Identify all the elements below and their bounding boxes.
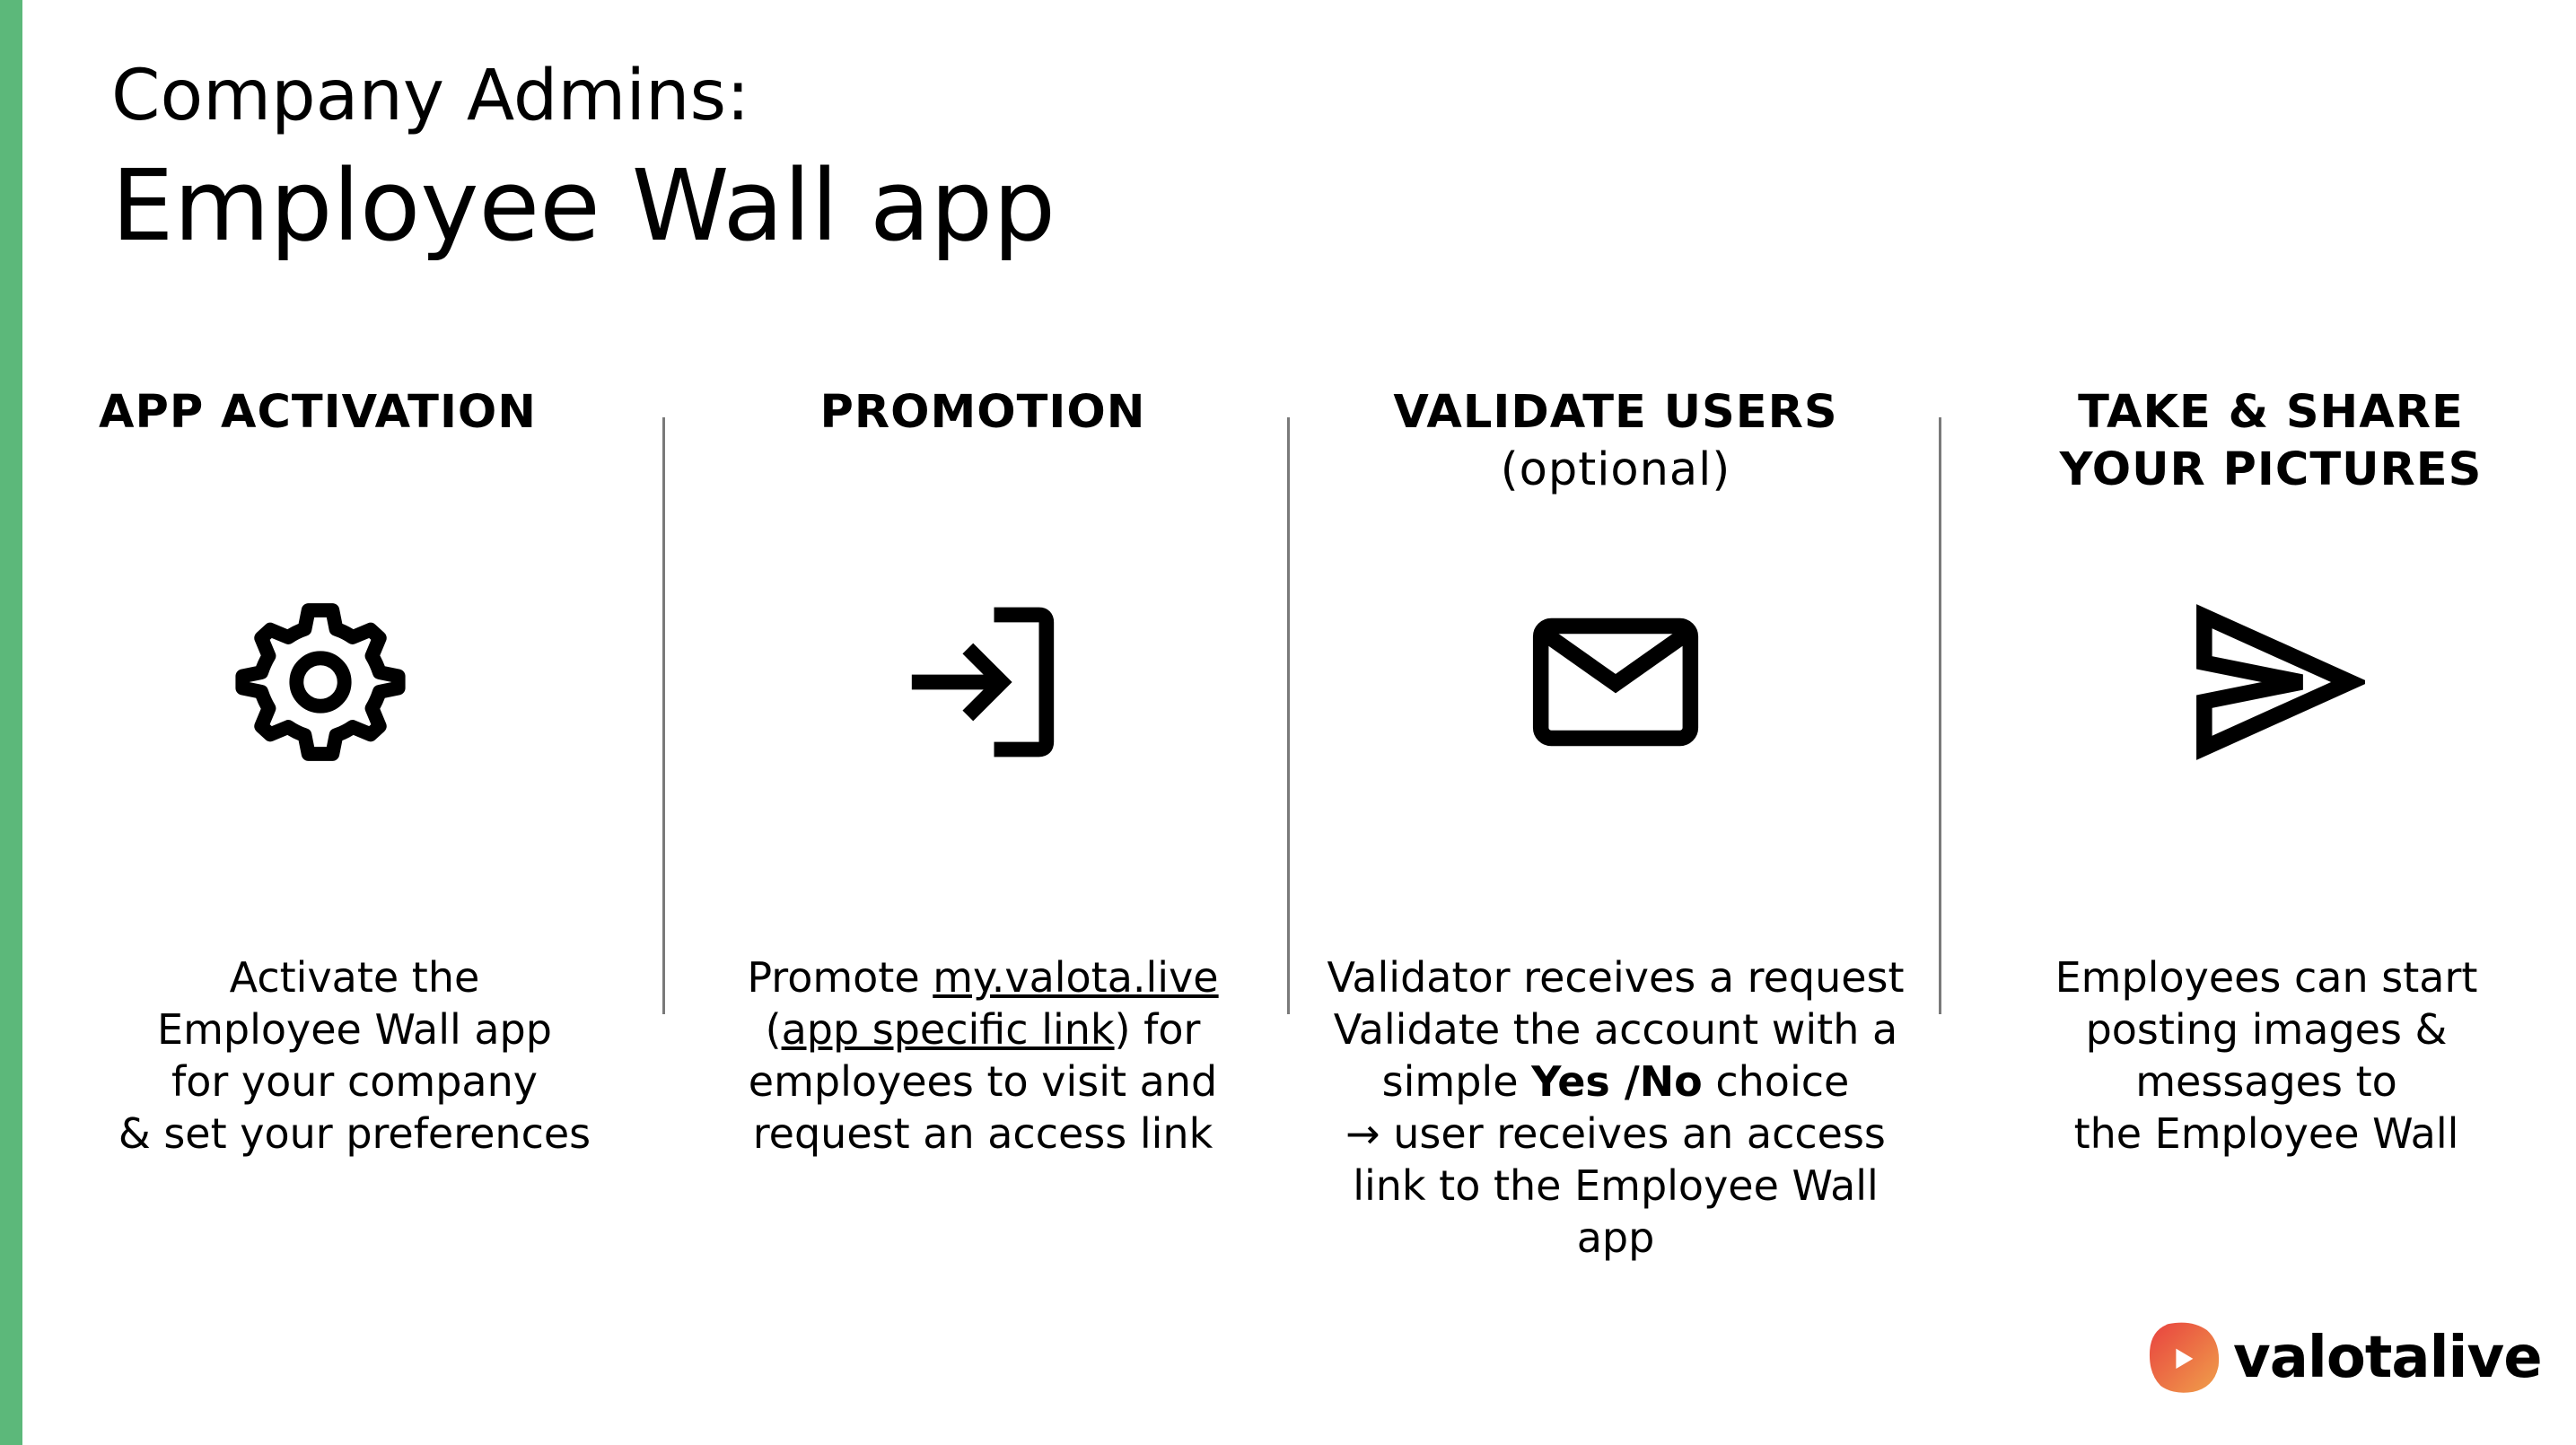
desc-line: employees to visit and bbox=[748, 1057, 1218, 1106]
column-heading bbox=[1310, 384, 1921, 499]
desc-text: Promote bbox=[747, 953, 933, 1002]
desc-line: messages to bbox=[2135, 1057, 2397, 1106]
page-subtitle: Company Admins: bbox=[111, 56, 750, 136]
desc-text: simple bbox=[1381, 1057, 1532, 1106]
column-take-share bbox=[1957, 0, 2576, 1445]
promote-link[interactable]: my.valota.live bbox=[933, 953, 1219, 1002]
desc-line: Validator receives a request bbox=[1327, 953, 1905, 1002]
mail-icon-svg bbox=[1526, 592, 1705, 772]
desc-line: the Employee Wall bbox=[2073, 1109, 2459, 1158]
column-validate-users bbox=[1310, 0, 1921, 1445]
column-heading: PROMOTION bbox=[819, 386, 1146, 439]
gear-icon bbox=[231, 592, 410, 772]
column-heading-line: YOUR PICTURES bbox=[2059, 443, 2483, 496]
column-divider bbox=[662, 417, 665, 1014]
column-heading: APP ACTIVATION bbox=[99, 386, 537, 439]
desc-line bbox=[678, 951, 1288, 1003]
column-heading-line: TAKE & SHARE bbox=[2078, 386, 2464, 439]
desc-line: Employees can start bbox=[2055, 953, 2478, 1002]
desc-line: for your company bbox=[171, 1057, 538, 1106]
desc-line: Employee Wall app bbox=[157, 1005, 552, 1054]
desc-line: Validate the account with a bbox=[1333, 1005, 1898, 1054]
app-specific-link[interactable]: app specific link bbox=[781, 1005, 1115, 1054]
desc-line: posting images & bbox=[2085, 1005, 2448, 1054]
send-icon-svg bbox=[2186, 592, 2365, 772]
desc-text: choice bbox=[1702, 1057, 1850, 1106]
column-description bbox=[678, 951, 1288, 1160]
desc-line bbox=[678, 1003, 1288, 1055]
column-heading-text: VALIDATE USERS bbox=[1393, 386, 1838, 439]
desc-line: Activate the bbox=[229, 953, 480, 1002]
desc-text: ( bbox=[765, 1005, 782, 1054]
desc-line: request an access link bbox=[752, 1109, 1214, 1158]
desc-line: & set your preferences bbox=[118, 1109, 591, 1158]
logo-text: valotalive bbox=[2233, 1325, 2542, 1391]
column-app-activation bbox=[99, 0, 591, 1445]
accent-bar bbox=[0, 0, 22, 1445]
page-title: Employee Wall app bbox=[111, 148, 1056, 263]
column-description bbox=[112, 951, 597, 1160]
column-description bbox=[1310, 951, 1921, 1264]
column-heading bbox=[1957, 384, 2576, 499]
valotalive-logo bbox=[2145, 1318, 2542, 1398]
desc-line: link to the Employee Wall bbox=[1353, 1161, 1879, 1210]
desc-line bbox=[1310, 1055, 1921, 1108]
column-divider bbox=[1939, 417, 1941, 1014]
desc-text: ) for bbox=[1114, 1005, 1201, 1054]
send-icon bbox=[2186, 592, 2365, 772]
column-description bbox=[1952, 951, 2576, 1160]
desc-line: app bbox=[1576, 1213, 1655, 1262]
login-arrow-icon bbox=[893, 592, 1073, 772]
desc-line: → user receives an access bbox=[1345, 1109, 1886, 1158]
yes-no-emphasis: Yes /No bbox=[1531, 1057, 1703, 1106]
play-icon bbox=[2145, 1319, 2222, 1397]
column-promotion bbox=[678, 0, 1288, 1445]
login-arrow-icon-svg bbox=[893, 592, 1073, 772]
column-heading-sub: (optional) bbox=[1500, 443, 1731, 496]
column-divider bbox=[1287, 417, 1290, 1014]
mail-icon bbox=[1526, 592, 1705, 772]
gear-icon-svg bbox=[231, 592, 410, 772]
